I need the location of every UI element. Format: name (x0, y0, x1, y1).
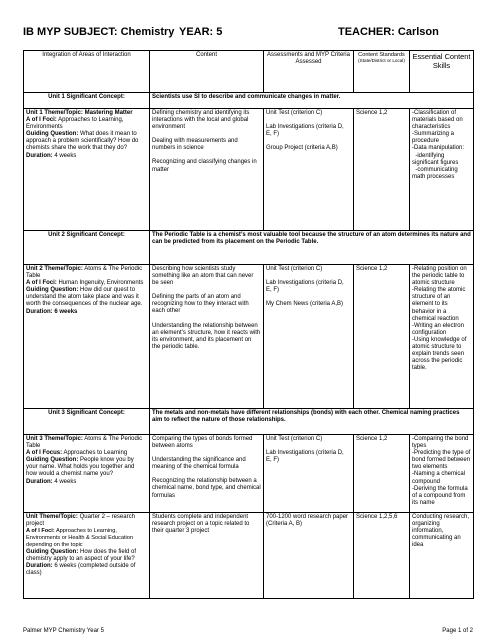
standards-header-sub: (State/District or Local) (358, 58, 405, 64)
standards-cell: Science 1,2,5,6 (354, 513, 410, 599)
unit-row (24, 265, 474, 409)
page-header (23, 26, 473, 42)
assessment-item: Unit Test (criterion C) (266, 266, 323, 272)
duration-label: Duration: (26, 563, 53, 570)
theme-value: Atoms & The Periodic Table (26, 436, 143, 450)
content-cell (150, 109, 264, 231)
question-label: Guiding Question: (26, 287, 79, 294)
content-item: Defining chemistry and identifying its interactions with the local and global environment (152, 110, 250, 131)
assessment-item: My Chem News (criteria A,B) (266, 301, 344, 308)
foci-value: Approaches to Learning (63, 450, 128, 457)
content-cell (150, 265, 264, 409)
question-label: Guiding Question: (26, 457, 79, 464)
content-item: Recognizing and classifying changes in matter (152, 159, 257, 173)
unit-overview (24, 109, 150, 231)
unit-overview (24, 513, 150, 599)
foci-label: A of I Focus: (26, 450, 63, 457)
significant-concept-text: Scientists use SI to describe and communicate changes in matter. (150, 93, 474, 109)
assessments-cell (264, 109, 354, 231)
unit-row (24, 435, 474, 513)
duration-label: Duration: (26, 152, 53, 159)
duration-value: 4 weeks (54, 478, 77, 485)
question-value: People know you by your name. What holds you together and how would a chemist name you? (26, 457, 135, 478)
footer-doc-title: Palmer MYP Chemistry Year 5 (23, 628, 104, 634)
standards-column-header (354, 51, 410, 93)
significant-concept-row (24, 93, 474, 109)
question-label: Guiding Question: (26, 131, 79, 138)
content-item: Recognizing the relationship between a chemical name, bond type, and chemical formulas (152, 478, 261, 499)
significant-concept-row (24, 409, 474, 435)
significant-concept-label: Unit 2 Significant Concept: (24, 231, 150, 265)
standards-cell: Science 1,2 (354, 435, 410, 513)
assessment-item: Lab Investigations (criteria D, E, F) (266, 450, 344, 464)
integration-column-header: Integration of Areas of Interaction (24, 51, 150, 93)
theme-value: Quarter 2 – research project (26, 514, 135, 528)
page-footer (23, 628, 473, 638)
significant-concept-label: Unit 3 Significant Concept: (24, 409, 150, 435)
content-item: Dealing with measurements and numbers in science (152, 138, 238, 152)
duration-value: 6 weeks (completed outside of class) (26, 563, 136, 577)
content-item: Students complete and independent research project on a topic related to their quarter 3 project (152, 514, 250, 535)
assessments-cell (264, 265, 354, 409)
foci-label: A of I Foci: (26, 117, 57, 124)
standards-cell: Science 1,2 (354, 265, 410, 409)
skills-cell: -Classification of materials based on characteristics -Summarizing a procedure -Data manipulation: -identifying significant figures -communicating math processes (410, 109, 474, 231)
teacher-title: TEACHER: Carlson (338, 26, 439, 38)
assessments-cell (264, 513, 354, 599)
assessment-item: Lab Investigations (criteria D, E, F) (266, 280, 344, 294)
significant-concept-label: Unit 1 Significant Concept: (24, 93, 150, 109)
skills-cell: -Relating position on the periodic table to atomic structure -Relating the atomic structure of an element to its behavior in a chemical reaction -Writing an electron configuration -Using knowledge of atomic structure to explain trends seen across the periodic table. (410, 265, 474, 409)
content-item: Understanding the significance and meaning of the chemical formula (152, 457, 246, 471)
content-column-header: Content (150, 51, 264, 93)
duration-value: 6 weeks (54, 308, 78, 315)
duration-label: Duration: (26, 308, 53, 315)
foci-label: A of I Foci: (26, 528, 55, 535)
column-header-row (24, 51, 474, 93)
assessments-cell (264, 435, 354, 513)
unit-row (24, 513, 474, 599)
assessment-item: 700-1200 word research paper (Criteria A, B) (266, 514, 349, 528)
duration-value: 4 weeks (54, 152, 77, 159)
content-cell (150, 513, 264, 599)
subject-title: IB MYP SUBJECT: Chemistry (23, 26, 175, 38)
significant-concept-text: The Periodic Table is a chemist’s most valuable tool because the structure of an atom determines its nature and can be predicted from its placement on the Periodic Table. (150, 231, 474, 265)
question-value: How did our quest to understand the atom take place and was it worth the consequences of the nuclear age. (26, 287, 143, 308)
duration-label: Duration: (26, 478, 53, 485)
content-cell (150, 435, 264, 513)
curriculum-table (23, 50, 474, 599)
assessment-item: Unit Test (criterion C) (266, 436, 323, 442)
unit-overview (24, 435, 150, 513)
theme-value: Mastering Matter (84, 110, 133, 116)
year-title: YEAR: 5 (179, 26, 223, 38)
skills-cell: Conducting research, organizing information, communicating an idea (410, 513, 474, 599)
question-value: What does it mean to approach a problem scientifically? How do chemists share the work that they do? (26, 131, 139, 152)
content-item: Describing how scientists study something like an atom that can never be seen (152, 266, 254, 287)
assessment-item: Lab Investigations (criteria D, E, F) (266, 124, 344, 138)
theme-label: Unit 2 Theme/Topic: (26, 266, 83, 272)
unit-overview (24, 265, 150, 409)
assessment-item: Group Project (criteria A,B) (266, 145, 338, 152)
standards-header-title: Content Standards (358, 52, 405, 58)
significant-concept-row (24, 231, 474, 265)
content-item: Comparing the types of bonds formed between atoms (152, 436, 253, 450)
foci-value: Approaches to Learning, Environments or Health & Social Education depending on the topic (26, 528, 133, 549)
assessment-item: Unit Test (criterion C) (266, 110, 323, 116)
content-item: Understanding the relationship between an element’s structure, how it reacts with its environment, and its placement on the periodic table. (152, 322, 261, 350)
skills-cell: -Comparing the bond types -Predicting the type of bond formed between two elements -Naming a chemical compound -Deriving the formula of a compound from its name (410, 435, 474, 513)
assessments-column-header: Assessments and MYP Criteria Assessed (264, 51, 354, 93)
unit-row (24, 109, 474, 231)
question-label: Guiding Question: (26, 549, 79, 556)
significant-concept-text: The metals and non-metals have different relationships (bonds) with each other. Chemical naming practices aim to reflect the nature of those relationships. (150, 409, 474, 435)
content-item: Defining the parts of an atom and recognizing how to they interact with each other (152, 294, 249, 315)
page-number: Page 1 of 2 (442, 628, 473, 634)
standards-cell: Science 1,2 (354, 109, 410, 231)
theme-label: Unit Theme/Topic: (26, 514, 78, 520)
foci-value: Approaches to Learning, Environments (26, 117, 124, 131)
skills-column-header: Essential Content Skills (410, 51, 474, 93)
theme-value: Atoms & The Periodic Table (26, 266, 143, 280)
foci-label: A of I Foci: (26, 280, 57, 287)
theme-label: Unit 3 Theme/Topic: (26, 436, 83, 442)
theme-label: Unit 1 Theme/Topic: (26, 110, 83, 116)
foci-value: Human Ingenuity, Environments (58, 280, 144, 287)
question-value: How does the field of chemistry apply to an aspect of your life? (26, 549, 137, 563)
